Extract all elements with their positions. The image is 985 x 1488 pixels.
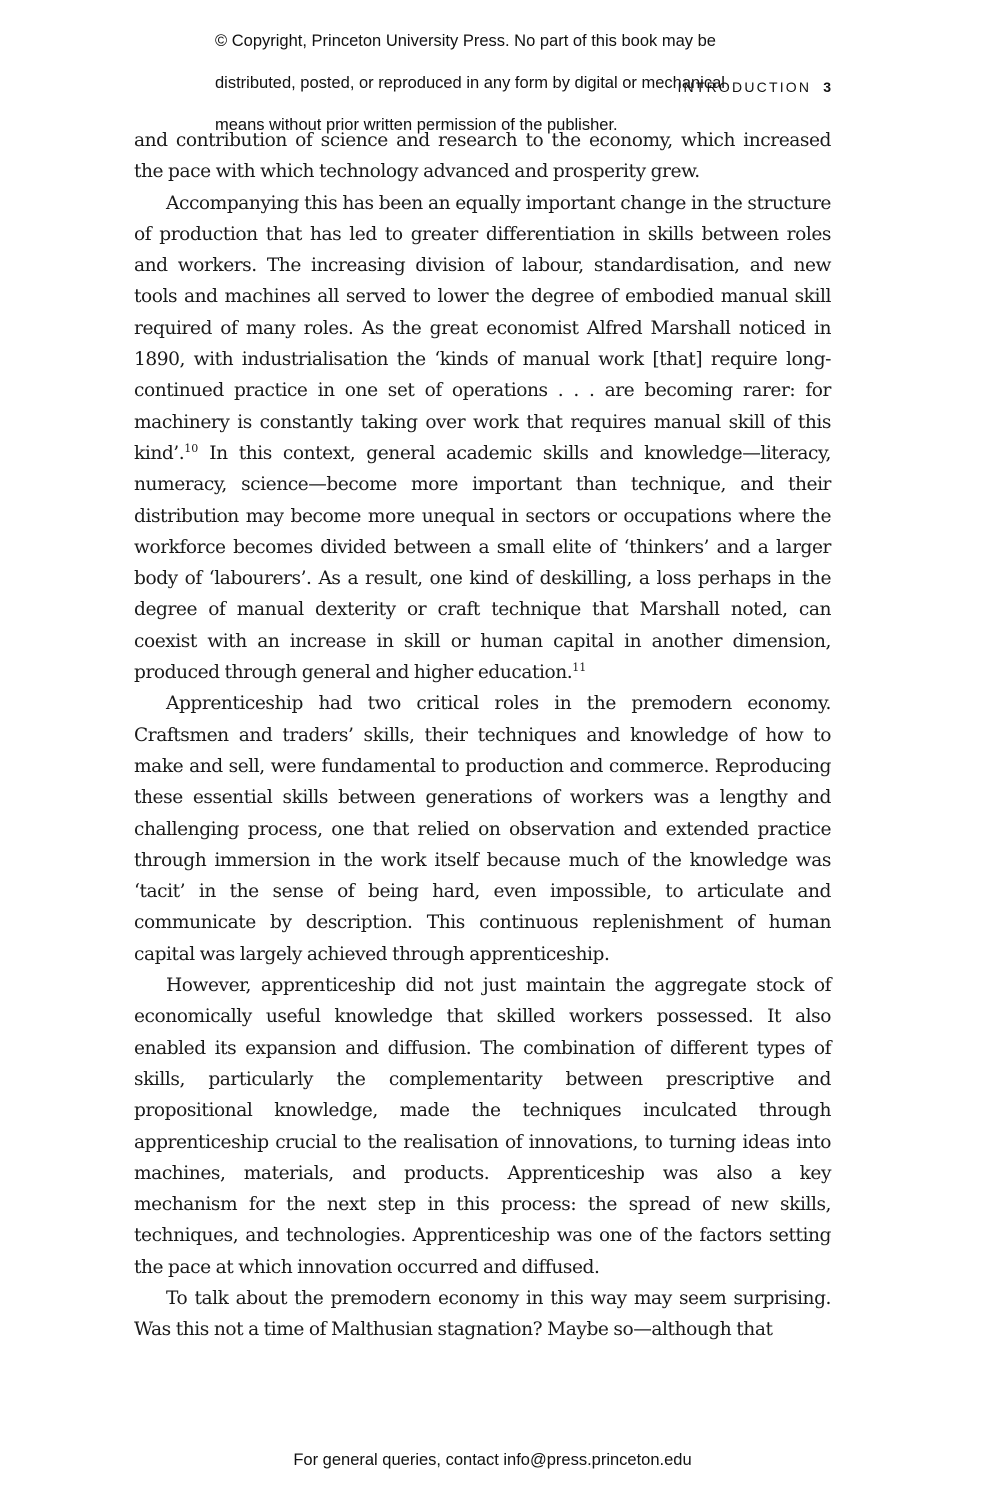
paragraph: Apprenticeship had two critical roles in the premodern economy. Craftsmen and traders’ skills, their techniques and knowledge of how to make and sell, were fundamental to production and commerce. Reproducing these essential skills between generations of workers was a lengthy and challenging process, one that relied on observation and extended practice through immersion in the work itself because much of the knowledge was ‘tacit’ in the sense of being hard, even impossible, to articulate and communicate by description. This continuous replenishment of human capital was largely achieved through apprenticeship. [134,693,831,965]
paragraph: To talk about the premodern economy in this way may seem surprising. Was this not a time of Malthusian stagnation? Maybe so—although that [134,1287,831,1341]
paragraph: and contribution of science and research to the economy, which increased the pace with which technology advanced and prosperity grew. [134,130,831,183]
footer-contact: For general queries, contact info@press.princeton.edu [293,1451,692,1469]
copyright-line: © Copyright, Princeton University Press. No part of this book may be [215,32,716,50]
chapter-title: INTRODUCTION [677,79,812,95]
copyright-line: means without prior written permission of the publisher. [215,116,618,134]
copyright-line: distributed, posted, or reproduced in any form by digital or mechanical [215,74,725,92]
body-text [134,125,831,1346]
paragraph [134,188,831,689]
paragraph-text: Accompanying this has been an equally important change in the structure of production that has led to greater differentiation in skills between roles and workers. The increasing division of labour, standardisation, and new tools and machines all served to lower the degree of embodied manual skill required of many roles. As the great economist Alfred Marshall noticed in 1890, with industrialisation the ‘kinds of manual work [that] require long-continued practice in one set of operations . . . are becoming rarer: for machinery is constantly taking over work that requires manual skill of this kind’. [134,192,831,464]
footnote-ref: 11 [572,661,587,675]
paragraph: However, apprenticeship did not just maintain the aggregate stock of economically useful knowledge that skilled workers possessed. It also enabled its expansion and diffusion. The combination of different types of skills, particularly the complementarity between prescriptive and propositional knowledge, made the techniques inculcated through apprenticeship crucial to the realisation of innovations, to turning ideas into machines, materials, and products. Apprenticeship was also a key mechanism for the next step in this process: the spread of new skills, techniques, and technologies. Apprenticeship was one of the factors setting the pace at which innovation occurred and diffused. [134,975,831,1278]
paragraph-text: In this context, general academic skills and knowledge—literacy, numeracy, science—become more important than technique, and their distribution may become more unequal in sectors or occupations where the workforce becomes divided between a small elite of ‘thinkers’ and a larger body of ‘labourers’. As a result, one kind of deskilling, a loss perhaps in the degree of manual dexterity or craft technique that Marshall noted, can coexist with an increase in skill or human capital in another dimension, produced through general and higher education. [134,442,831,684]
footnote-ref: 10 [184,441,199,455]
page-number: 3 [823,79,831,95]
running-head [677,79,831,95]
